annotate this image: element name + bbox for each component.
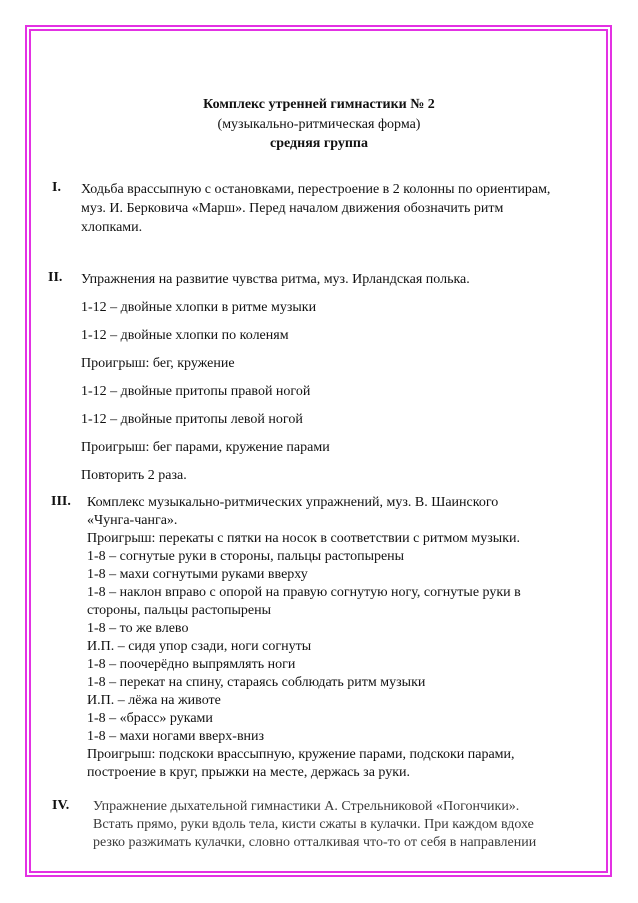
- section-3-line: стороны, пальцы растопырены: [87, 603, 272, 618]
- section-3-line: 1-8 – то же влево: [87, 621, 189, 636]
- section-3-line: 1-8 – согнутые руки в стороны, пальцы растопырены: [87, 549, 405, 564]
- section-3-line: 1-8 – «брасс» руками: [87, 711, 213, 726]
- section-4-line: Встать прямо, руки вдоль тела, кисти сжаты в кулачки. При каждом вдохе: [93, 817, 534, 832]
- section-3-line: Проигрыш: перекаты с пятки на носок в соответствии с ритмом музыки.: [87, 531, 521, 546]
- section-2-line: 1-12 – двойные притопы правой ногой: [81, 384, 311, 399]
- section-3-line: 1-8 – поочерёдно выпрямлять ноги: [87, 657, 296, 672]
- document-subtitle: (музыкально-ритмическая форма): [217, 117, 421, 132]
- section-3-line: 1-8 – махи согнутыми руками вверху: [87, 567, 308, 582]
- section-4-line: Упражнение дыхательной гимнастики А. Стрельниковой «Погончики».: [93, 799, 520, 814]
- section-1-line: хлопками.: [81, 220, 143, 235]
- section-2-line: Проигрыш: бег, кружение: [81, 356, 235, 371]
- section-1-line: муз. И. Берковича «Марш». Перед началом движения обозначить ритм: [81, 201, 504, 216]
- section-2-line: Проигрыш: бег парами, кружение парами: [81, 440, 330, 455]
- section-numeral-4: IV.: [52, 798, 70, 813]
- section-3-line: «Чунга-чанга».: [87, 513, 178, 528]
- section-numeral-1: I.: [52, 180, 61, 195]
- section-2-line: 1-12 – двойные хлопки по коленям: [81, 328, 289, 343]
- section-2-line: Упражнения на развитие чувства ритма, муз. Ирландская полька.: [81, 272, 470, 287]
- section-3-line: 1-8 – махи ногами вверх-вниз: [87, 729, 265, 744]
- section-3-line: 1-8 – наклон вправо с опорой на правую согнутую ногу, согнутые руки в: [87, 585, 521, 600]
- section-3-line: Комплекс музыкально-ритмических упражнений, муз. В. Шаинского: [87, 495, 499, 510]
- section-3-line: Проигрыш: подскоки врассыпную, кружение парами, подскоки парами,: [87, 747, 515, 762]
- section-1-line: Ходьба врассыпную с остановками, перестроение в 2 колонны по ориентирам,: [81, 182, 551, 197]
- section-3-line: И.П. – сидя упор сзади, ноги согнуты: [87, 639, 312, 654]
- group-label: средняя группа: [270, 136, 368, 151]
- section-3-line: И.П. – лёжа на животе: [87, 693, 221, 708]
- section-2-line: 1-12 – двойные притопы левой ногой: [81, 412, 303, 427]
- section-3-line: построение в круг, прыжки на месте, держась за руки.: [87, 765, 411, 780]
- document-title: Комплекс утренней гимнастики № 2: [203, 97, 435, 112]
- section-2-line: Повторить 2 раза.: [81, 468, 187, 483]
- section-4-line: резко разжимать кулачки, словно отталкивая что-то от себя в направлении: [93, 835, 537, 850]
- section-numeral-2: II.: [48, 270, 63, 285]
- section-3-line: 1-8 – перекат на спину, стараясь соблюдать ритм музыки: [87, 675, 426, 690]
- section-numeral-3: III.: [51, 494, 71, 509]
- section-2-line: 1-12 – двойные хлопки в ритме музыки: [81, 300, 317, 315]
